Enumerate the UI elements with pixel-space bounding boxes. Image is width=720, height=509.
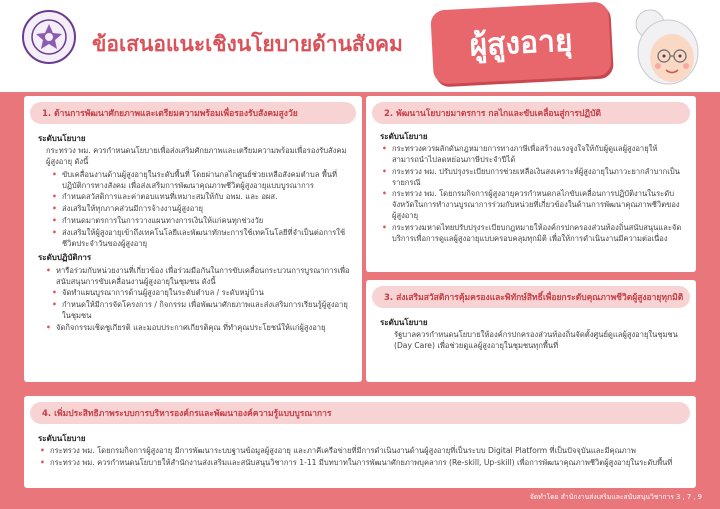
list-item: • หารือร่วมกับหน่วยงานที่เกี่ยวข้อง เพื่อร่วมมือกันในการขับเคลื่อนกระบวนการบูรณาการเพื่อสนับสนุนการขับเคลื่อนงานผู้สูงอายุในชุมชน ดังนี้ <box>38 266 350 288</box>
panel-body <box>380 314 684 354</box>
list-item: • กระทรวง พม. ควรกำหนดนโยบายให้สำนักงานส่งเสริมและสนับสนุนวิชาการ 1-11 มีบทบาทในการพัฒนาศักยภาพบุคลากร (Re-skill, Up-skill) เพื่อการพัฒนาคุณภาพชีวิตผู้สูงอายุในระดับพื้นที่ <box>38 458 684 469</box>
panel-potential-development <box>24 96 362 382</box>
panel-heading: 2. พัฒนานโยบายมาตรการ กลไกและขับเคลื่อนสู่การปฏิบัติ <box>372 102 690 124</box>
panel-body <box>380 128 684 245</box>
list-item: • กำหนดให้มีการจัดโครงการ / กิจกรรม เพื่อพัฒนาศักยภาพและส่งเสริมการเรียนรู้ผู้สูงอายุในชุมชน <box>38 300 350 322</box>
list-item: • กระทรวง พม. ปรับปรุงระเบียบการช่วยเหลือเงินสงเคราะห์ผู้สูงอายุในภาวะยากลำบากเป็นรายกรณี <box>380 167 684 189</box>
header-banner <box>0 0 720 92</box>
page-title-highlight: ผู้สูงอายุ <box>430 1 612 84</box>
list-item: • ส่งเสริมให้ผู้สูงอายุเข้าถึงเทคโนโลยีและพัฒนาทักษะการใช้เทคโนโลยีที่จำเป็นต่อการใช้ชีวิตประจำวันของผู้สูงอายุ <box>38 228 350 250</box>
list-item: • กระทรวง พม. โดยกรมกิจการผู้สูงอายุ มีการพัฒนาระบบฐานข้อมูลผู้สูงอายุ และภาคีเครือข่ายที่มีการดำเนินงานด้านผู้สูงอายุที่เป็นระบบ Digital Platform ที่เป็นปัจจุบันและมีคุณภาพ <box>38 446 684 457</box>
welfare-text: รัฐบาลควรกำหนดนโยบายให้องค์กรปกครองส่วนท้องถิ่นจัดตั้งศูนย์ดูแลผู้สูงอายุในชุมชน (Day Care) เพื่อช่วยดูแลผู้สูงอายุในชุมชนทุกพื้นที่ <box>394 330 678 351</box>
list-item: • ส่งเสริมให้ทุกภาคส่วนมีการจ้างงานผู้สูงอายุ <box>38 204 350 215</box>
ministry-seal-logo <box>22 10 76 64</box>
section-label-policy: ระดับนโยบาย <box>380 318 428 327</box>
list-item: • กระทรวงมหาดไทยปรับปรุงระเบียบกฎหมายให้องค์กรปกครองส่วนท้องถิ่นสนับสนุนและจัดบริการเพื่อการดูแลผู้สูงอายุแบบครอบคลุมทุกมิติ เพื่อให้การดำเนินงานมีความต่อเนื่อง <box>380 223 684 245</box>
list-item: • กระทรวงควรผลักดันกฎหมายการทางภาษีเพื่อสร้างแรงจูงใจให้กับผู้ดูแลผู้สูงอายุให้สามารถนำไปลดหย่อนภาษีประจำปีได้ <box>380 144 684 166</box>
panel-organization-efficiency <box>24 396 696 488</box>
panel-heading: 4. เพิ่มประสิทธิภาพระบบการบริหารองค์กรและพัฒนาองค์ความรู้แบบบูรณาการ <box>30 402 690 424</box>
list-item: • กำหนดมาตรการในการวางแผนทางการเงินให้แก่คนทุกช่วงวัย <box>38 216 350 227</box>
panel-body <box>38 430 684 470</box>
seal-icon <box>29 17 69 57</box>
list-item: • กำหนดสวัสดิการและค่าตอบแทนที่เหมาะสมให้กับ อพม. และ อผส. <box>38 192 350 203</box>
list-item: • ขับเคลื่อนงานด้านผู้สูงอายุในระดับพื้นที่ โดยผ่านกลไกศูนย์ช่วยเหลือสังคมตำบล พื้นที่ปฏิบัติการทางสังคม เพื่อส่งเสริมการพัฒนาคุณภาพชีวิตผู้สูงอายุแบบบูรณาการ <box>38 170 350 192</box>
panel-policy-mechanism <box>366 96 696 272</box>
list-item: • จัดทำแผนบูรณาการด้านผู้สูงอายุในระดับตำบล / ระดับหมู่บ้าน <box>38 288 350 299</box>
panel-heading: 1. ด้านการพัฒนาศักยภาพและเตรียมความพร้อมเพื่อรองรับสังคมสูงวัย <box>30 102 356 124</box>
section-label-policy: ระดับนโยบาย <box>38 434 86 443</box>
section-label-policy: ระดับนโยบาย <box>380 132 428 141</box>
section-label-policy: ระดับนโยบาย <box>38 134 86 143</box>
footer-credit: จัดทำโดย สำนักงานส่งเสริมและสนับสนุนวิชาการ 3 , 7 , 9 <box>529 493 702 501</box>
list-item: • กระทรวง พม. โดยกรมกิจการผู้สูงอายุควรกำหนดกลไกขับเคลื่อนการปฏิบัติงานในระดับจังหวัดในการทำงานบูรณาการร่วมกับหน่วยที่เกี่ยวข้องในด้านการพัฒนาคุณภาพชีวิตของผู้สูงอายุ <box>380 189 684 221</box>
elderly-woman-illustration-icon <box>620 2 710 88</box>
list-item: • จัดกิจกรรมเชิดชูเกียรติ และมอบประกาศเกียรติคุณ ที่ทำคุณประโยชน์ให้แก่ผู้สูงอายุ <box>38 323 350 334</box>
section-label-practice: ระดับปฏิบัติการ <box>38 253 92 263</box>
panel-body <box>38 130 350 334</box>
panel-heading: 3. ส่งเสริมสวัสดิการคุ้มครองและพิทักษ์สิทธิ์เพื่อยกระดับคุณภาพชีวิตผู้สูงอายุทุกมิติ <box>372 286 690 308</box>
panel-welfare-protection <box>366 280 696 382</box>
policy-intro-text: กระทรวง พม. ควรกำหนดนโยบายเพื่อส่งเสริมศักยภาพและเตรียมความพร้อมเพื่อรองรับสังคมผู้สูงอายุ ดังนี้ <box>46 146 347 167</box>
page-title: ข้อเสนอแนะเชิงนโยบายด้านสังคม <box>92 32 403 56</box>
